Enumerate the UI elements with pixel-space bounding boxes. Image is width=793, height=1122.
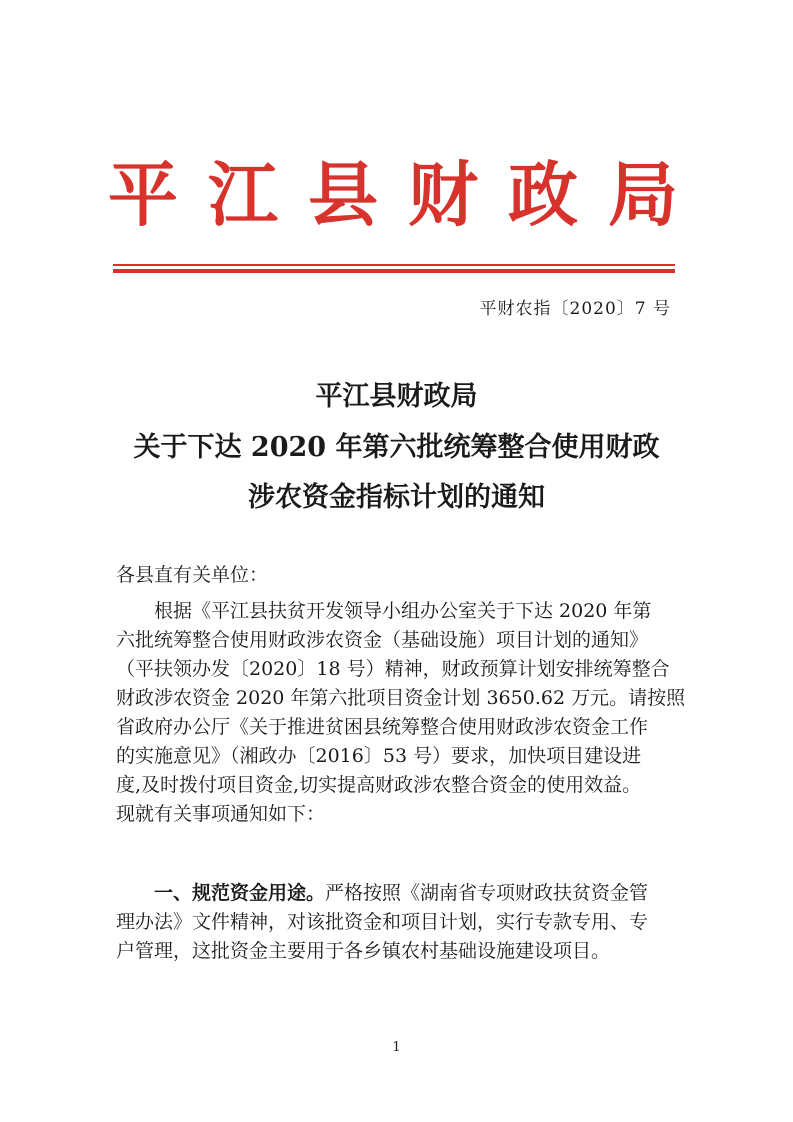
page-number: 1	[392, 1040, 401, 1055]
paragraph-line: 的实施意见》（湘政办〔2016〕53 号）要求，加快项目建设进	[116, 745, 642, 767]
paragraph-line	[116, 879, 682, 908]
paragraph-line: 现就有关事项通知如下：	[116, 803, 326, 825]
masthead-title	[108, 150, 678, 240]
red-divider-thin	[113, 264, 675, 266]
document-title-line-1: 平江县财政局	[315, 381, 478, 412]
paragraph-2	[116, 879, 682, 966]
masthead-char: 局	[608, 153, 678, 236]
document-number: 平财农指〔2020〕7 号	[479, 299, 671, 319]
masthead-char: 江	[208, 153, 278, 236]
document-title-line-2: 关于下达 2020 年第六批统筹整合使用财政	[133, 432, 660, 463]
paragraph-line: 户管理，这批资金主要用于各乡镇农村基础设施建设项目。	[116, 940, 611, 962]
document-title-line-3: 涉农资金指标计划的通知	[248, 482, 545, 513]
paragraph-line: 根据《平江县扶贫开发领导小组办公室关于下达 2020 年第	[154, 600, 652, 622]
paragraph-line: （平扶领办发〔2020〕18 号）精神，财政预算计划安排统筹整合	[116, 658, 670, 680]
section-heading: 一、规范资金用途。	[154, 882, 326, 904]
masthead-char: 财	[408, 153, 478, 236]
red-divider-thick	[113, 269, 675, 273]
masthead-char: 政	[508, 153, 578, 236]
paragraph-line: 财政涉农资金 2020 年第六批项目资金计划 3650.62 万元。请按照	[116, 687, 686, 709]
salutation: 各县直有关单位：	[116, 564, 269, 586]
paragraph-line: 六批统筹整合使用财政涉农资金（基础设施）项目计划的通知》	[116, 629, 649, 651]
paragraph-line: 理办法》文件精神，对该批资金和项目计划，实行专款专用、专	[116, 911, 649, 933]
paragraph-line: 省政府办公厅《关于推进贫困县统筹整合使用财政涉农资金工作	[116, 716, 649, 738]
paragraph-line: 度,及时拨付项目资金,切实提高财政涉农整合资金的使用效益。	[116, 774, 642, 796]
paragraph-1	[116, 597, 686, 829]
masthead-char: 平	[108, 153, 178, 236]
masthead-char: 县	[308, 153, 378, 236]
paragraph-line-rest: 严格按照《湖南省专项财政扶贫资金管	[325, 882, 649, 904]
